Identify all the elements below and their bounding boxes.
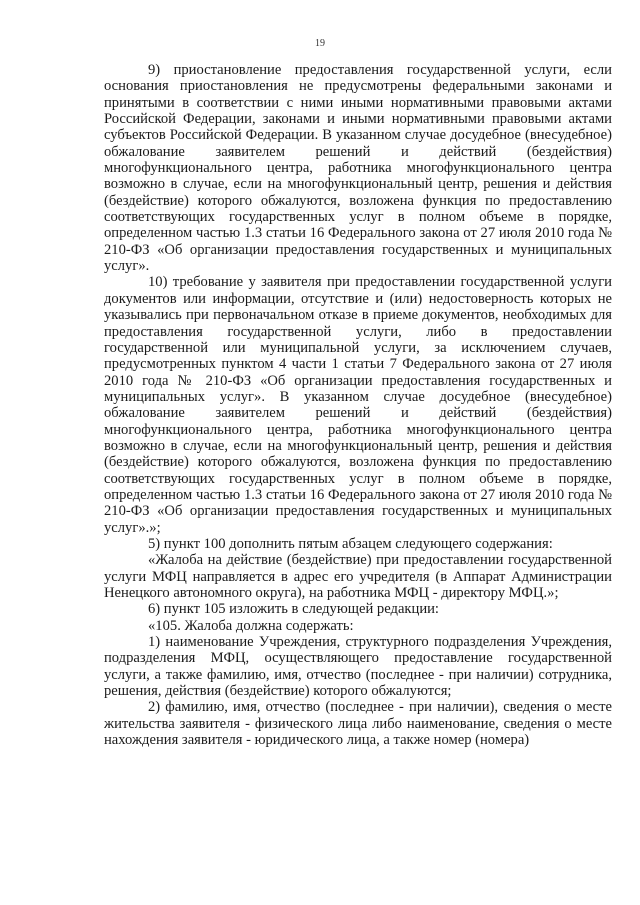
paragraph-point-5: 5) пункт 100 дополнить пятым абзацем следующего содержания: (148, 535, 553, 552)
paragraph-point-6: 6) пункт 105 изложить в следующей редакции: (148, 601, 439, 618)
page-number: 19 (315, 38, 325, 49)
paragraph-105-item-1: 1) наименование Учреждения, структурного подразделения Учреждения, подразделения МФЦ, осуществляющего предоставление государственной услуги, а также фамилию, имя, отчество (последнее - при наличии) сотрудника, решения, действия (бездействие) которого обжалуются; (104, 634, 612, 700)
paragraph-item-10: 10) требование у заявителя при предоставлении государственной услуги документов или информации, отсутствие и (или) недостоверность которых не указывались при первоначальном отказе в приеме документов, необходимых для предоставления государственной услуги, либо в предоставлении государственной или муниципальной услуги, за исключением случаев, предусмотренных пунктом 4 части 1 статьи 7 Федерального закона от 27 июля 2010 года № 210-ФЗ «Об организации предоставления государственных и муниципальных услуг». В указанном случае досудебное (внесудебное) обжалование заявителем решений и действий (бездействия) многофункционального центра, работника многофункционального центра возможно в случае, если на многофункциональный центр, решения и действия (бездействие) которого обжалуются, возложена функция по предоставлению соответствующих государственных услуг в полном объеме в порядке, определенном частью 1.3 статьи 16 Федерального закона от 27 июля 2010 года № 210-ФЗ «Об организации предоставления государственных и муниципальных услуг».»; (104, 274, 612, 536)
paragraph-complaint-quote: «Жалоба на действие (бездействие) при предоставлении государственной услуги МФЦ направляется в адрес его учредителя (в Аппарат Администрации Ненецкого автономного округа), на работника МФЦ - директору МФЦ.»; (104, 552, 612, 601)
paragraph-105-item-2: 2) фамилию, имя, отчество (последнее - при наличии), сведения о месте жительства заявителя - физического лица либо наименование, сведения о месте нахождения заявителя - юридического лица, а также номер (номера) (104, 699, 612, 749)
paragraph-105-heading: «105. Жалоба должна содержать: (148, 617, 354, 634)
paragraph-item-9: 9) приостановление предоставления государственной услуги, если основания приостановления не предусмотрены федеральными законами и принятыми в соответствии с ними иными нормативными правовыми актами Российской Федерации, законами и иными нормативными правовыми актами субъектов Российской Федерации. В указанном случае досудебное (внесудебное) обжалование заявителем решений и действий (бездействия) многофункционального центра, работника многофункционального центра возможно в случае, если на многофункциональный центр, решения и действия (бездействие) которого обжалуются, возложена функция по предоставлению соответствующих государственных услуг в полном объеме в порядке, определенном частью 1.3 статьи 16 Федерального закона от 27 июля 2010 года № 210-ФЗ «Об организации предоставления государственных и муниципальных услуг». (104, 62, 612, 275)
document-body (104, 62, 612, 748)
